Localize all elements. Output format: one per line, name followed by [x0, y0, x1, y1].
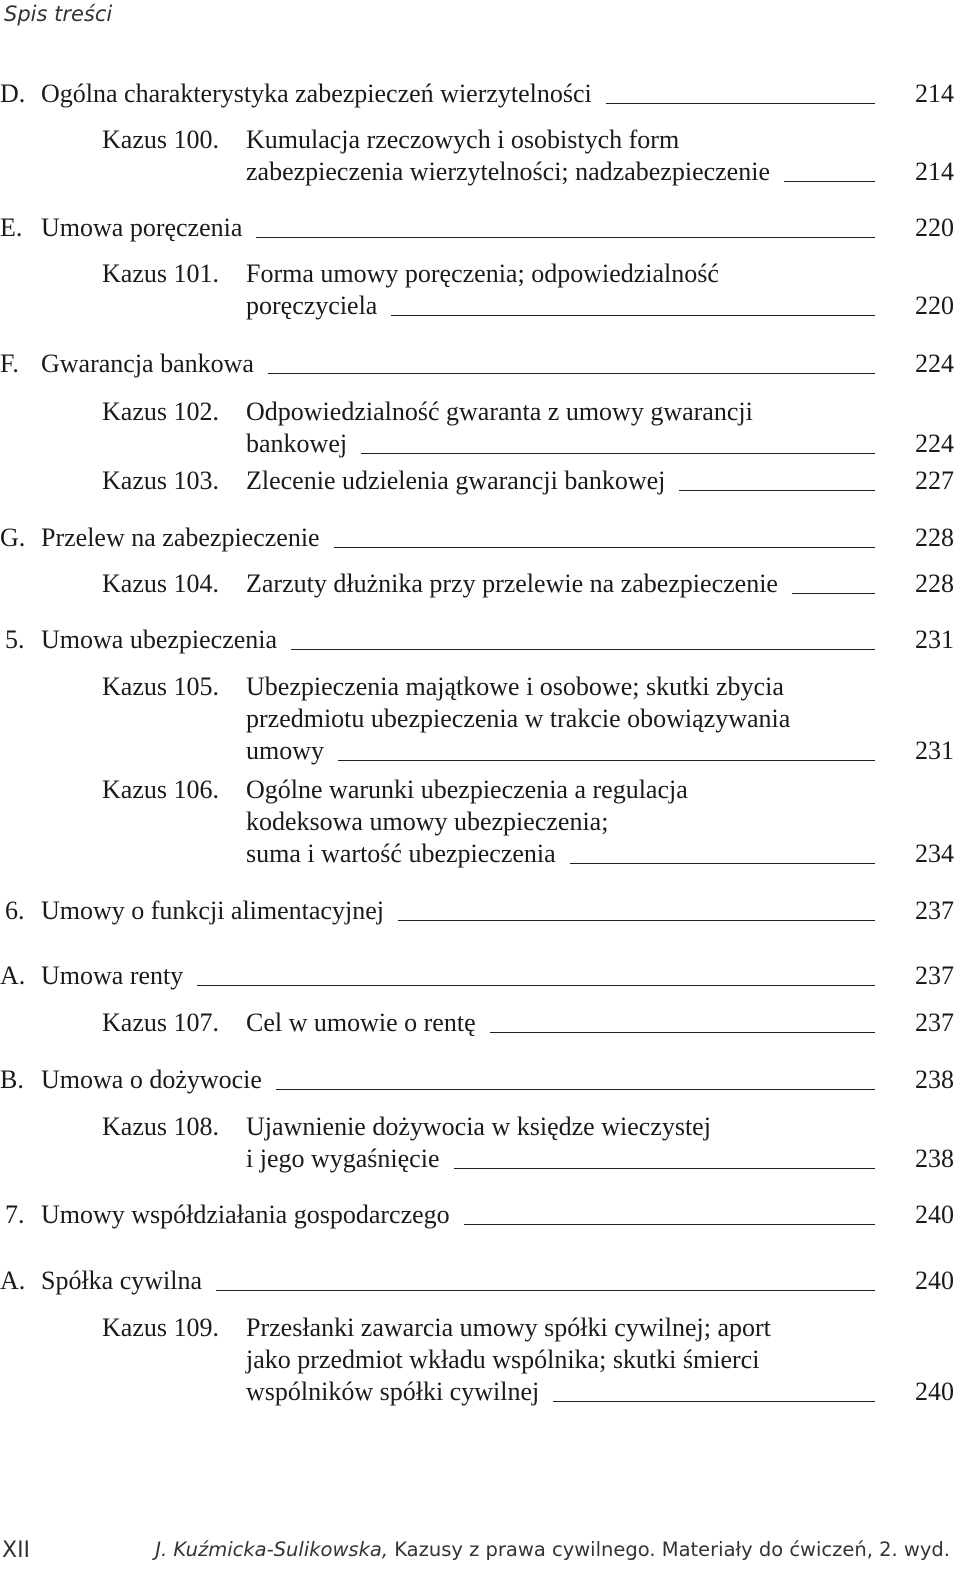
dot-leader — [256, 237, 875, 238]
entry-title — [246, 258, 719, 322]
entry-title-line: wspólników spółki cywilnej — [246, 1377, 540, 1406]
entry-title-line: suma i wartość ubezpieczenia — [246, 839, 556, 868]
dot-leader — [679, 490, 875, 491]
dot-leader — [792, 593, 875, 594]
entry-number: E. — [0, 213, 23, 242]
entry-number: Kazus 100. — [102, 125, 219, 154]
entry-title: Umowa renty — [41, 961, 184, 990]
entry-title-line: Ujawnienie dożywocia w księdze wieczystej — [246, 1112, 711, 1141]
entry-page-number: 240 — [915, 1200, 954, 1229]
entry-number: 6. — [5, 896, 25, 925]
dot-leader — [291, 649, 875, 650]
entry-number: G. — [0, 523, 26, 552]
entry-number: 7. — [5, 1200, 25, 1229]
entry-title — [246, 124, 770, 188]
entry-title-line: Ogólne warunki ubezpieczenia a regulacja — [246, 775, 688, 804]
entry-number: A. — [0, 961, 26, 990]
entry-number: A. — [0, 1266, 26, 1295]
entry-title: Umowy współdziałania gospodarczego — [41, 1200, 450, 1229]
entry-number: Kazus 104. — [102, 569, 219, 598]
entry-page-number: 238 — [915, 1065, 954, 1094]
entry-page-number: 231 — [915, 625, 954, 654]
entry-number: Kazus 101. — [102, 259, 219, 288]
entry-number: F. — [0, 349, 19, 378]
entry-number: Kazus 102. — [102, 397, 219, 426]
entry-title — [246, 465, 665, 497]
entry-page-number: 224 — [915, 429, 954, 458]
dot-leader — [570, 863, 875, 864]
toc-section-entry — [0, 1064, 960, 1096]
entry-title-line: Zlecenie udzielenia gwarancji bankowej — [246, 466, 666, 495]
dot-leader — [454, 1168, 876, 1169]
entry-title-line: Cel w umowie o rentę — [246, 1008, 476, 1037]
entry-title-line: Forma umowy poręczenia; odpowiedzialność — [246, 259, 719, 288]
dot-leader — [216, 1290, 875, 1291]
entry-title: Umowa poręczenia — [41, 213, 243, 242]
entry-title: Przelew na zabezpieczenie — [41, 523, 320, 552]
toc-section-entry — [0, 1265, 960, 1297]
entry-page-number: 227 — [915, 466, 954, 495]
entry-number: Kazus 108. — [102, 1112, 219, 1141]
entry-page-number: 231 — [915, 736, 954, 765]
entry-title-line: przedmiotu ubezpieczenia w trakcie obowiązywania — [246, 704, 791, 733]
entry-title — [246, 1312, 771, 1408]
entry-title: Umowa o dożywocie — [41, 1065, 262, 1094]
entry-number: D. — [0, 79, 26, 108]
dot-leader — [334, 547, 875, 548]
entry-page-number: 220 — [915, 213, 954, 242]
entry-number: Kazus 103. — [102, 466, 219, 495]
entry-title-line: Kumulacja rzeczowych i osobistych form — [246, 125, 680, 154]
page-number: XII — [2, 1538, 31, 1563]
entry-title-line: Zarzuty dłużnika przy przelewie na zabezpieczenie — [246, 569, 778, 598]
entry-number: Kazus 106. — [102, 775, 219, 804]
dot-leader — [197, 985, 875, 986]
dot-leader — [276, 1089, 875, 1090]
entry-page-number: 237 — [915, 961, 954, 990]
entry-title — [246, 1111, 711, 1175]
dot-leader — [606, 103, 875, 104]
running-header: Spis treści — [4, 2, 113, 26]
entry-title-line: umowy — [246, 736, 324, 765]
toc-section-entry — [0, 78, 960, 110]
dot-leader — [490, 1032, 875, 1033]
entry-page-number: 224 — [915, 349, 954, 378]
entry-title-line: zabezpieczenia wierzytelności; nadzabezpieczenie — [246, 157, 770, 186]
entry-title — [246, 774, 688, 870]
toc-section-entry — [0, 212, 960, 244]
entry-title — [246, 1007, 476, 1039]
dot-leader — [553, 1401, 875, 1402]
entry-number: 5. — [5, 625, 25, 654]
entry-title — [246, 568, 778, 600]
toc-section-entry — [0, 522, 960, 554]
toc-section-entry — [0, 348, 960, 380]
entry-page-number: 237 — [915, 896, 954, 925]
entry-title: Ogólna charakterystyka zabezpieczeń wierzytelności — [41, 79, 592, 108]
dot-leader — [784, 181, 875, 182]
dot-leader — [268, 373, 875, 374]
entry-title-line: Ubezpieczenia majątkowe i osobowe; skutki zbycia — [246, 672, 784, 701]
entry-title-line: poręczyciela — [246, 291, 378, 320]
entry-title — [246, 671, 790, 767]
book-title: Kazusy z prawa cywilnego. Materiały do ćwiczeń, 2. wyd. — [388, 1538, 950, 1561]
entry-page-number: 240 — [915, 1266, 954, 1295]
entry-title: Umowy o funkcji alimentacyjnej — [41, 896, 384, 925]
entry-title-line: i jego wygaśnięcie — [246, 1144, 440, 1173]
entry-number: Kazus 109. — [102, 1313, 219, 1342]
entry-title: Spółka cywilna — [41, 1266, 203, 1295]
toc-section-entry — [0, 960, 960, 992]
entry-page-number: 214 — [915, 157, 954, 186]
entry-page-number: 214 — [915, 79, 954, 108]
dot-leader — [464, 1224, 875, 1225]
book-author: J. Kuźmicka-Sulikowska, — [155, 1538, 389, 1561]
entry-page-number: 238 — [915, 1144, 954, 1173]
entry-title-line: jako przedmiot wkładu wspólnika; skutki śmierci — [246, 1345, 760, 1374]
entry-page-number: 240 — [915, 1377, 954, 1406]
entry-title-line: Odpowiedzialność gwaranta z umowy gwarancji — [246, 397, 753, 426]
entry-title-line: Przesłanki zawarcia umowy spółki cywilnej; aport — [246, 1313, 771, 1342]
entry-page-number: 237 — [915, 1008, 954, 1037]
entry-title-line: bankowej — [246, 429, 348, 458]
entry-page-number: 234 — [915, 839, 954, 868]
entry-page-number: 228 — [915, 569, 954, 598]
book-reference — [155, 1538, 950, 1561]
entry-title: Umowa ubezpieczenia — [41, 625, 278, 654]
entry-number: B. — [0, 1065, 24, 1094]
entry-number: Kazus 105. — [102, 672, 219, 701]
entry-title — [246, 396, 753, 460]
entry-number: Kazus 107. — [102, 1008, 219, 1037]
entry-page-number: 228 — [915, 523, 954, 552]
dot-leader — [338, 760, 875, 761]
dot-leader — [361, 453, 875, 454]
entry-title: Gwarancja bankowa — [41, 349, 254, 378]
entry-title-line: kodeksowa umowy ubezpieczenia; — [246, 807, 609, 836]
dot-leader — [398, 920, 875, 921]
dot-leader — [391, 315, 875, 316]
entry-page-number: 220 — [915, 291, 954, 320]
